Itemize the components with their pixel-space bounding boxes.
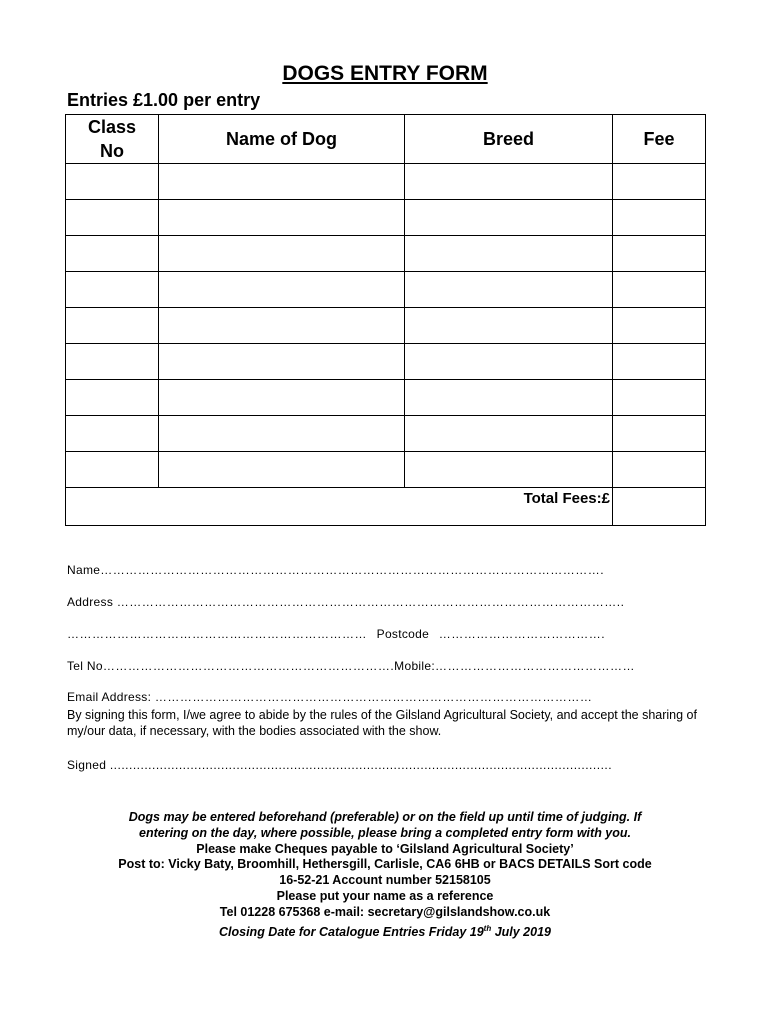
- breed-cell[interactable]: [405, 272, 613, 308]
- breed-cell[interactable]: [405, 236, 613, 272]
- fee-cell[interactable]: [613, 164, 706, 200]
- class-no-cell[interactable]: [66, 380, 159, 416]
- total-row: [66, 488, 706, 526]
- address-fill-dots: …………………………………………………………………………………………………………..: [116, 595, 625, 609]
- table-row: [66, 416, 706, 452]
- fee-cell[interactable]: [613, 452, 706, 488]
- name-fill-dots: ………………………………………………………………………………………………………….: [100, 563, 605, 577]
- address-label: Address: [67, 595, 114, 609]
- tel-fill-dots: …………………………………………………………….: [102, 659, 395, 673]
- class-no-cell[interactable]: [66, 452, 159, 488]
- header-breed: Breed: [405, 115, 613, 164]
- breed-cell[interactable]: [405, 452, 613, 488]
- breed-cell[interactable]: [405, 380, 613, 416]
- dog-name-cell[interactable]: [159, 416, 405, 452]
- email-label: Email Address:: [67, 690, 152, 704]
- fee-cell[interactable]: [613, 308, 706, 344]
- footer-line-4: Post to: Vicky Baty, Broomhill, Hethersgill, Carlisle, CA6 6HB or BACS DETAILS Sort code: [118, 857, 652, 872]
- class-no-cell[interactable]: [66, 200, 159, 236]
- table-row: [66, 236, 706, 272]
- dog-name-cell[interactable]: [159, 452, 405, 488]
- footer-line-1: Dogs may be entered beforehand (preferable) or on the field up until time of judging. If: [128, 810, 642, 824]
- postcode-fill-dots: ………………………………….: [438, 627, 606, 641]
- fee-cell[interactable]: [613, 380, 706, 416]
- closing-date-ordinal: th: [483, 923, 492, 933]
- dog-name-cell[interactable]: [159, 236, 405, 272]
- breed-cell[interactable]: [405, 200, 613, 236]
- footer-line-2: entering on the day, where possible, please bring a completed entry form with you.: [139, 825, 631, 840]
- footer-line-3: Please make Cheques payable to ‘Gilsland Agricultural Society’: [196, 841, 574, 856]
- entries-table: [65, 114, 706, 526]
- closing-date-month: July 2019: [491, 924, 551, 939]
- class-no-cell[interactable]: [66, 236, 159, 272]
- class-no-cell[interactable]: [66, 164, 159, 200]
- address2-fill-dots: ………………………………………………………………: [67, 627, 367, 641]
- signed-line[interactable]: [67, 758, 612, 772]
- email-fill-dots: ……………………………………………………………………………………………: [154, 690, 593, 704]
- signed-label: Signed: [67, 758, 107, 772]
- closing-date-text: Closing Date for Catalogue Entries Friday 19: [219, 924, 484, 939]
- footer-instructions: [0, 810, 770, 941]
- fee-cell[interactable]: [613, 200, 706, 236]
- header-name-of-dog: Name of Dog: [159, 115, 405, 164]
- dog-name-cell[interactable]: [159, 272, 405, 308]
- footer-line-5: 16-52-21 Account number 52158105: [279, 873, 491, 888]
- breed-cell[interactable]: [405, 308, 613, 344]
- dog-name-cell[interactable]: [159, 380, 405, 416]
- closing-date: [0, 921, 770, 941]
- table-header-row: [66, 115, 706, 164]
- mobile-fill-dots: …………………………………………: [434, 659, 635, 673]
- fee-cell[interactable]: [613, 344, 706, 380]
- tel-line[interactable]: [67, 659, 635, 673]
- tel-label: Tel No: [67, 659, 103, 673]
- agreement-text: By signing this form, I/we agree to abide by the rules of the Gilsland Agricultural Society, and accept the sharing of my/our data, if necessary, with the bodies associated with the show.: [67, 708, 697, 738]
- name-label: Name: [67, 563, 101, 577]
- fee-cell[interactable]: [613, 236, 706, 272]
- fee-cell[interactable]: [613, 272, 706, 308]
- class-no-cell[interactable]: [66, 416, 159, 452]
- header-class-line1: Class: [87, 117, 137, 137]
- form-title: DOGS ENTRY FORM: [282, 62, 488, 85]
- class-no-cell[interactable]: [66, 308, 159, 344]
- table-row: [66, 272, 706, 308]
- table-row: [66, 164, 706, 200]
- entry-fee-note: Entries £1.00 per entry: [67, 90, 261, 110]
- dog-name-cell[interactable]: [159, 164, 405, 200]
- postcode-label: Postcode: [376, 627, 430, 641]
- table-row: [66, 344, 706, 380]
- address-line[interactable]: [67, 595, 624, 609]
- footer-line-6: Please put your name as a reference: [276, 888, 494, 903]
- table-row: [66, 380, 706, 416]
- total-fees-label: Total Fees:£: [66, 488, 613, 526]
- fee-cell[interactable]: [613, 416, 706, 452]
- footer-line-7: Tel 01228 675368 e-mail: secretary@gilslandshow.co.uk: [219, 904, 551, 919]
- email-line[interactable]: [67, 690, 592, 704]
- header-class-line2: No: [100, 141, 124, 161]
- table-row: [66, 452, 706, 488]
- dog-name-cell[interactable]: [159, 344, 405, 380]
- breed-cell[interactable]: [405, 164, 613, 200]
- signed-fill-dots: ...................................................................................................................................: [109, 758, 613, 772]
- table-row: [66, 308, 706, 344]
- breed-cell[interactable]: [405, 344, 613, 380]
- header-fee: Fee: [613, 115, 706, 164]
- dog-name-cell[interactable]: [159, 200, 405, 236]
- dog-name-cell[interactable]: [159, 308, 405, 344]
- header-class-no: [66, 115, 159, 164]
- name-line[interactable]: [67, 563, 604, 577]
- total-fees-field[interactable]: [613, 488, 706, 526]
- breed-cell[interactable]: [405, 416, 613, 452]
- class-no-cell[interactable]: [66, 272, 159, 308]
- address-line-2[interactable]: [67, 627, 605, 641]
- mobile-label: Mobile:: [394, 659, 435, 673]
- table-row: [66, 200, 706, 236]
- class-no-cell[interactable]: [66, 344, 159, 380]
